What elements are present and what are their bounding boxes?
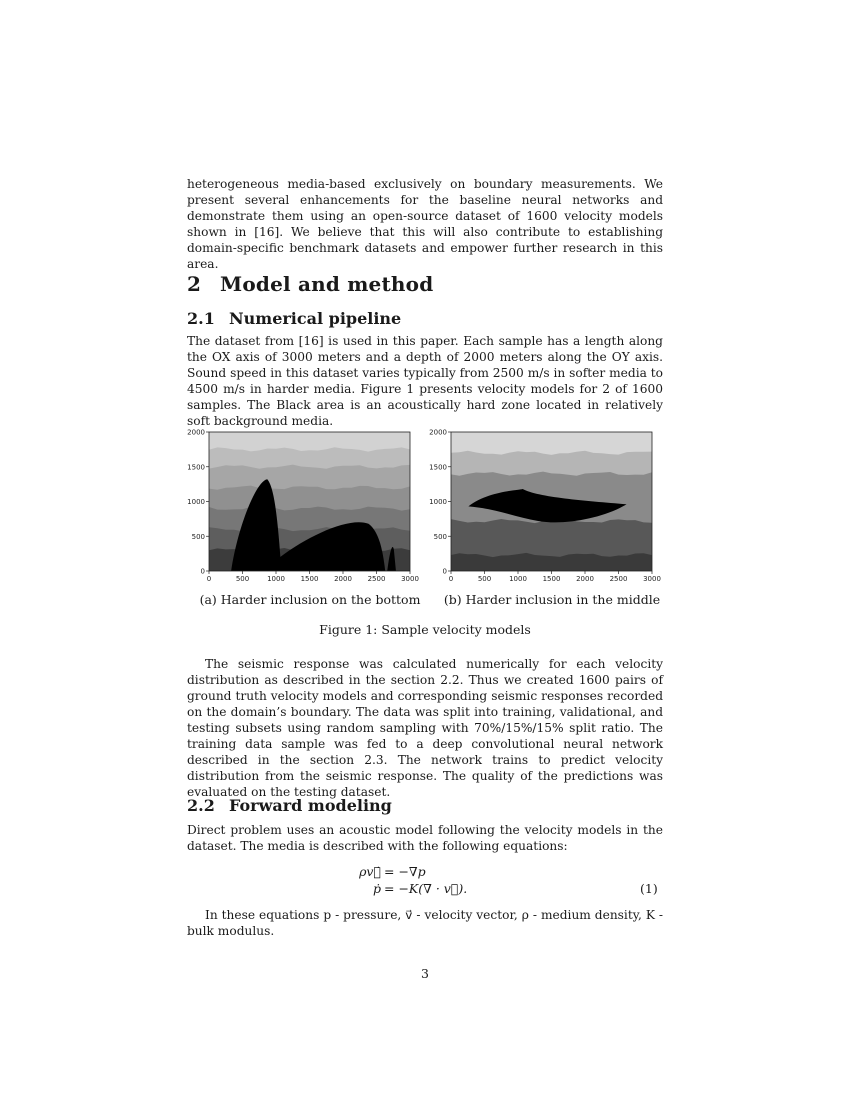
section-number: 2 — [187, 272, 202, 296]
y-tick-label: 1500 — [187, 463, 205, 472]
plot-b-area — [429, 429, 661, 584]
equation-1-rhs: = −∇p — [384, 864, 426, 879]
y-tick-label: 500 — [433, 532, 447, 541]
x-tick-label: 2500 — [609, 575, 628, 583]
x-tick-label: 2000 — [334, 575, 352, 583]
forward-paragraph: Direct problem uses an acoustic model following the velocity models in the dataset. The media is described with the following equations: — [187, 823, 663, 853]
subsection-title: Forward modeling — [229, 796, 392, 815]
y-tick-label: 1000 — [187, 498, 205, 506]
x-tick-label: 1000 — [509, 575, 527, 583]
velocity-model-plot-b — [426, 426, 662, 586]
y-tick-label: 500 — [191, 532, 205, 541]
section-heading — [187, 272, 433, 296]
plot-a-area — [187, 429, 419, 584]
equation-2-lhs: ṗ — [372, 881, 381, 896]
x-tick-label: 2500 — [367, 575, 386, 583]
x-tick-label: 1000 — [267, 575, 285, 583]
y-tick-label: 0 — [442, 567, 447, 576]
results-paragraph: The seismic response was calculated numerically for each velocity distribution as described in the section 2.2. Thus we created 1600 pairs of ground truth velocity models and corresponding seismic responses recorded on the domain’s boundary. The data was split into training, validational, and testing subsets using random sampling with 70%/15%/15% split ratio. The training data sample was fed to a deep convolutional neural network described in the section 2.3. The network trains to predict velocity distribution from the seismic response. The quality of the predictions was evaluated on the testing dataset. — [187, 657, 663, 799]
x-tick-label: 3000 — [401, 575, 419, 583]
subsection-title: Numerical pipeline — [229, 309, 402, 328]
figure-caption: Figure 1: Sample velocity models — [319, 622, 531, 637]
x-tick-label: 500 — [477, 575, 492, 583]
closing-paragraph: In these equations p - pressure, v⃗ - velocity vector, ρ - medium density, K - bulk modulus. — [187, 908, 663, 938]
x-tick-label: 0 — [448, 575, 454, 583]
subsection-heading-pipeline — [187, 309, 401, 328]
subsection-number: 2.1 — [187, 309, 215, 328]
y-tick-label: 2000 — [187, 428, 205, 437]
velocity-model-plot-a — [184, 426, 420, 586]
x-tick-label: 500 — [235, 575, 250, 583]
y-tick-label: 2000 — [429, 428, 447, 437]
y-tick-label: 1000 — [429, 498, 447, 506]
equation-1-lhs: ρv⃗̇ — [359, 864, 381, 879]
subsection-number: 2.2 — [187, 796, 215, 815]
subcaption-a: (a) Harder inclusion on the bottom — [199, 592, 421, 607]
y-tick-label: 0 — [200, 567, 205, 576]
x-tick-label: 2000 — [576, 575, 594, 583]
equation-number: (1) — [640, 881, 658, 896]
equation-2-rhs: = −K(∇ · v⃗). — [384, 881, 468, 896]
intro-paragraph: heterogeneous media-based exclusively on boundary measurements. We present several enhancements for the baseline neural networks and demonstrate them using an open-source dataset of 1600 velocity models shown in [16]. We believe that this will also contribute to establishing domain-specific benchmark datasets and empower further research in this area. — [187, 177, 663, 271]
section-title: Model and method — [220, 272, 434, 296]
x-tick-label: 3000 — [643, 575, 661, 583]
page-number: 3 — [421, 966, 429, 981]
pipeline-paragraph: The dataset from [16] is used in this paper. Each sample has a length along the OX axis of 3000 meters and a depth of 2000 meters along the OY axis. Sound speed in this dataset varies typically from 2500 m/s in softer media to 4500 m/s in harder media. Figure 1 presents velocity models for 2 of 1600 samples. The Black area is an acoustically hard zone located in relatively soft background media. — [187, 334, 663, 428]
x-tick-label: 1500 — [300, 575, 319, 583]
y-tick-label: 1500 — [429, 463, 447, 472]
subcaption-b: (b) Harder inclusion in the middle — [443, 592, 661, 607]
x-tick-label: 1500 — [542, 575, 561, 583]
subsection-heading-forward — [187, 796, 392, 815]
x-tick-label: 0 — [206, 575, 212, 583]
